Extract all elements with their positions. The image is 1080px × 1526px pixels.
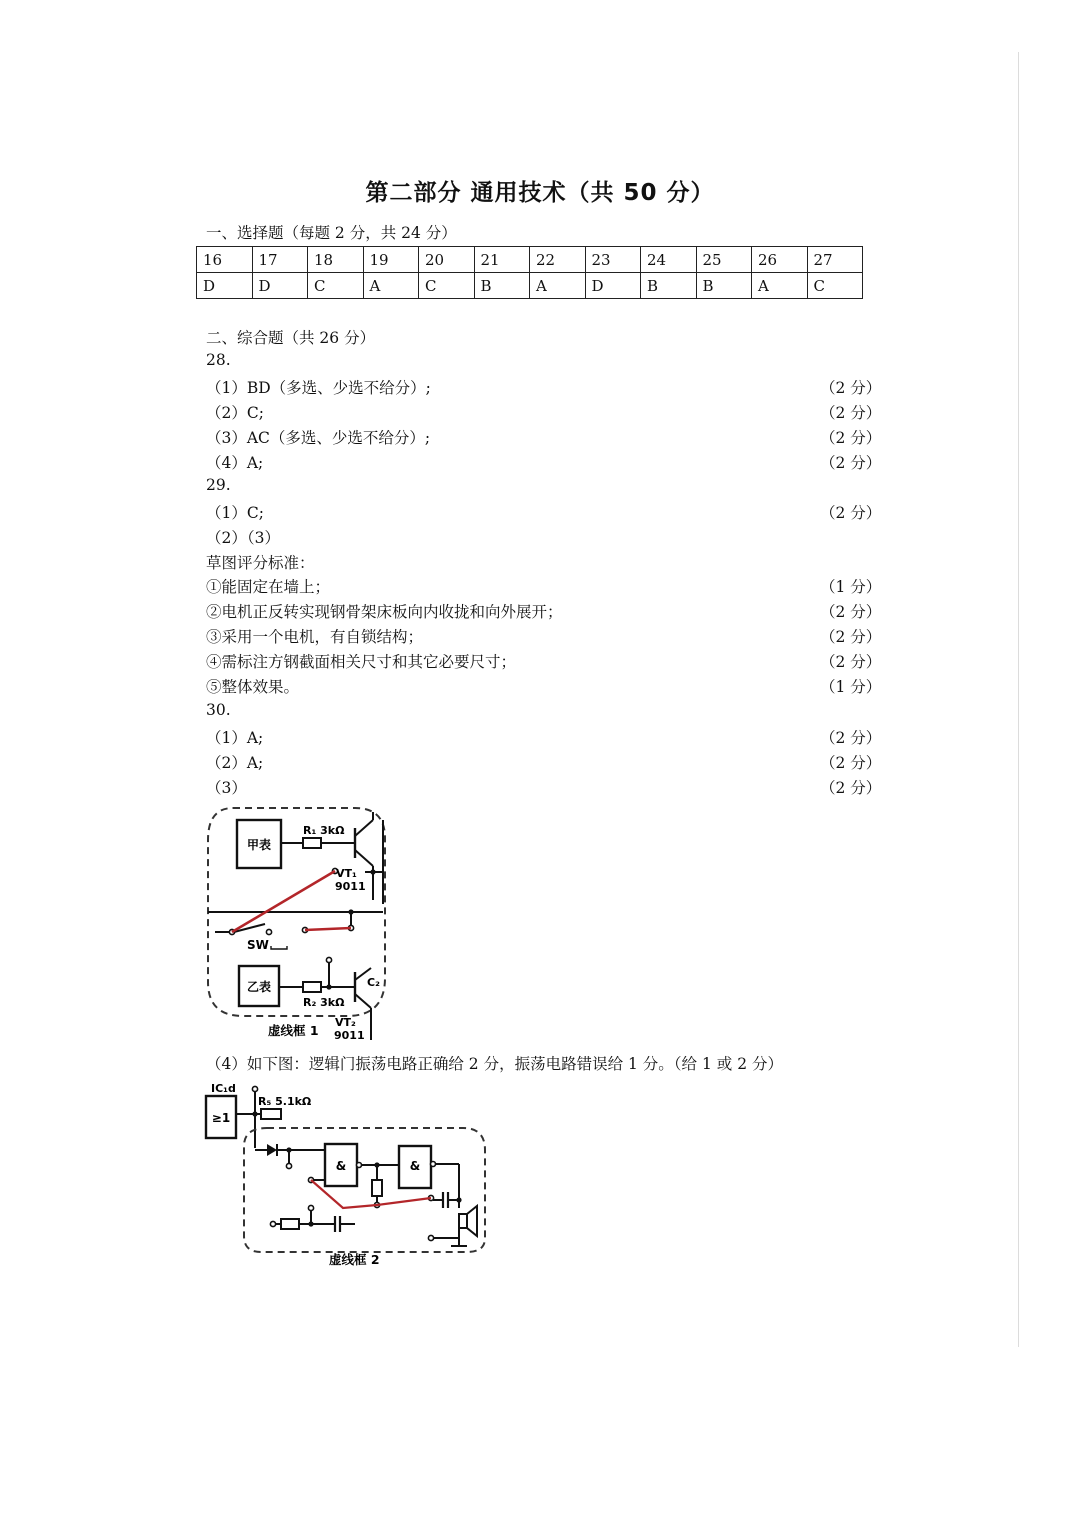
terminal [326, 957, 331, 962]
sw-label: SW [247, 938, 269, 952]
q29-item-1: （1）C; [206, 504, 264, 522]
resistor-r2 [303, 982, 321, 992]
q29-number: 29. [206, 476, 231, 494]
page-edge-line [1018, 52, 1019, 1347]
gate-bubble [431, 1162, 436, 1167]
question-number: 16 [197, 247, 253, 273]
q28-item-2: （2）C; [206, 404, 264, 422]
q30-item-1-score: （2 分） [820, 729, 882, 747]
q29-item-1-score: （2 分） [820, 504, 882, 522]
r1-label: R₁ 3kΩ [303, 824, 345, 837]
criteria-item-2: ②电机正反转实现钢骨架床板向内收拢和向外展开； [206, 603, 563, 621]
question-number: 20 [419, 247, 475, 273]
vt2-label: VT₂ [335, 1016, 356, 1029]
q28-item-3-score: （2 分） [820, 429, 882, 447]
answer-cell: C [419, 273, 475, 299]
criteria-item-1: ①能固定在墙上； [206, 578, 331, 596]
answer-cell: B [696, 273, 752, 299]
question-number: 17 [252, 247, 308, 273]
terminal [286, 1163, 291, 1168]
criteria-item-3: ③采用一个电机，有自锁结构； [206, 628, 424, 646]
q28-item-3: （3）AC（多选、少选不给分）; [206, 429, 431, 447]
transistor-vt2-emitter [355, 994, 371, 1008]
meter-b-label: 乙表 [246, 980, 272, 994]
terminal [270, 1221, 275, 1226]
criteria-item-1-score: （1 分） [820, 578, 882, 596]
question-number: 21 [474, 247, 530, 273]
answer-cell: D [197, 273, 253, 299]
criteria-item-2-score: （2 分） [820, 603, 882, 621]
answer-row [197, 273, 863, 299]
transistor-vt1-collector [355, 820, 373, 836]
q30-item-3: （3） [206, 779, 247, 797]
circuit-diagram-1 [195, 800, 395, 1045]
resistor-r5 [261, 1109, 281, 1119]
answer-cell: B [474, 273, 530, 299]
q28-item-4-score: （2 分） [820, 454, 882, 472]
q30-item-4: （4）如下图：逻辑门振荡电路正确给 2 分，振荡电路错误给 1 分。（给 1 或 2 分） [206, 1055, 783, 1073]
criteria-item-3-score: （2 分） [820, 628, 882, 646]
criteria-heading: 草图评分标准： [206, 554, 315, 572]
criteria-item-5: ⑤整体效果。 [206, 678, 300, 696]
question-number: 18 [308, 247, 364, 273]
q30-item-1: （1）A; [206, 729, 264, 747]
resistor-timing [281, 1219, 299, 1229]
answer-wire [305, 928, 351, 930]
q30-item-2: （2）A; [206, 754, 264, 772]
diagram2-caption: 虚线框 2 [329, 1252, 380, 1267]
answer-cell: A [363, 273, 419, 299]
vt1-label: VT₁ [336, 867, 357, 880]
answer-wire [232, 871, 335, 932]
r2-label: R₂ 3kΩ [303, 996, 345, 1009]
section1-heading: 一、选择题（每题 2 分，共 24 分） [206, 224, 457, 242]
meter-a-label: 甲表 [246, 838, 272, 852]
answer-table [196, 246, 863, 299]
nand-gate-1-symbol: & [335, 1159, 347, 1173]
page-title: 第二部分 通用技术（共 50 分） [365, 180, 715, 206]
terminal [308, 1205, 313, 1210]
q28-number: 28. [206, 351, 231, 369]
q30-item-3-score: （2 分） [820, 779, 882, 797]
resistor-r1 [303, 838, 321, 848]
q28-item-1-score: （2 分） [820, 379, 882, 397]
r5-label: R₅ 5.1kΩ [258, 1095, 312, 1108]
vt1-model: 9011 [335, 880, 366, 893]
criteria-item-4-score: （2 分） [820, 653, 882, 671]
c2-label: C₂ [367, 976, 380, 989]
ic-label: IC₁d [211, 1082, 236, 1095]
vt2-model: 9011 [334, 1029, 365, 1042]
question-number: 27 [807, 247, 863, 273]
terminal [266, 929, 271, 934]
answer-cell: D [252, 273, 308, 299]
answer-cell: A [530, 273, 586, 299]
criteria-item-4: ④需标注方钢截面相关尺寸和其它必要尺寸； [206, 653, 517, 671]
or-gate-symbol: ≥1 [211, 1111, 231, 1125]
diagram1-caption: 虚线框 1 [268, 1023, 319, 1038]
dashed-box-2 [244, 1128, 485, 1252]
question-number-row [197, 247, 863, 273]
transistor-vt1-emitter [355, 850, 373, 866]
q28-item-4: （4）A; [206, 454, 264, 472]
terminal [428, 1235, 433, 1240]
gate-bubble [357, 1163, 362, 1168]
criteria-item-5-score: （1 分） [820, 678, 882, 696]
speaker-icon [467, 1206, 477, 1236]
speaker-body [459, 1214, 467, 1228]
question-number: 26 [752, 247, 808, 273]
question-number: 22 [530, 247, 586, 273]
circuit-diagram-2 [195, 1078, 495, 1268]
answer-cell: A [752, 273, 808, 299]
switch-lever [271, 946, 287, 949]
terminal [252, 1086, 257, 1091]
answer-cell: C [308, 273, 364, 299]
section2-heading: 二、综合题（共 26 分） [206, 329, 376, 347]
question-number: 23 [585, 247, 641, 273]
diode [267, 1144, 277, 1156]
node [370, 869, 375, 874]
q29-item-2: （2）（3） [206, 529, 280, 547]
q30-item-2-score: （2 分） [820, 754, 882, 772]
answer-cell: D [585, 273, 641, 299]
q28-item-1: （1）BD（多选、少选不给分）; [206, 379, 431, 397]
resistor-feedback [372, 1180, 382, 1196]
question-number: 25 [696, 247, 752, 273]
answer-cell: C [807, 273, 863, 299]
q30-number: 30. [206, 701, 231, 719]
answer-cell: B [641, 273, 697, 299]
question-number: 19 [363, 247, 419, 273]
nand-gate-2-symbol: & [409, 1159, 421, 1173]
q28-item-2-score: （2 分） [820, 404, 882, 422]
question-number: 24 [641, 247, 697, 273]
